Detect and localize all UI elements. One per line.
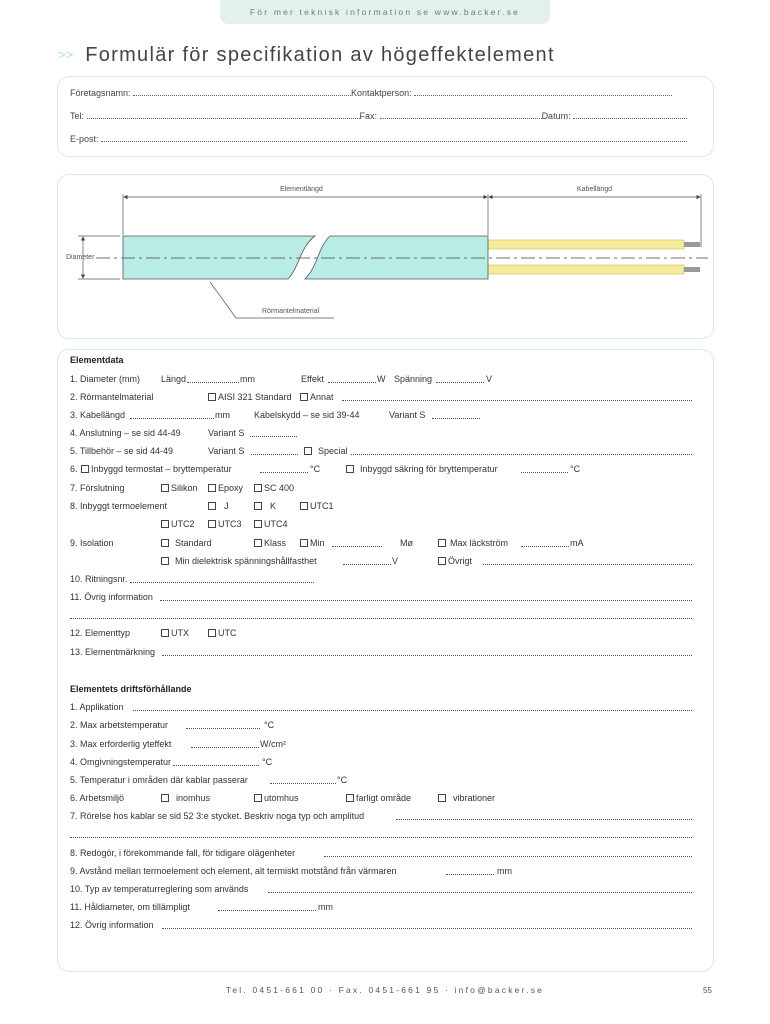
- utc1-option[interactable]: [300, 501, 334, 511]
- hazardous-text: farligt område: [356, 793, 412, 803]
- fuse-checkbox[interactable]: [346, 465, 354, 473]
- type-k-checkbox[interactable]: [254, 502, 262, 510]
- element-tube-right: [305, 236, 488, 279]
- other-material-option[interactable]: [300, 392, 334, 402]
- indoor-checkbox[interactable]: [161, 794, 169, 802]
- cable-movement-field[interactable]: [396, 819, 692, 820]
- utc4-text: UTC4: [264, 519, 288, 529]
- epoxy-text: Epoxy: [218, 483, 244, 493]
- resistance-unit: Mø: [400, 538, 413, 548]
- element-type-label: 12. Elementtyp: [70, 628, 131, 638]
- max-leakage-option[interactable]: [438, 538, 508, 548]
- max-leakage-checkbox[interactable]: [438, 539, 446, 547]
- title-arrows: >>: [58, 47, 74, 62]
- dielectric-field[interactable]: [343, 564, 391, 565]
- drawing-number-label: 10. Ritningsnr.: [70, 574, 128, 584]
- type-k-option[interactable]: [254, 501, 276, 511]
- utc3-checkbox[interactable]: [208, 520, 216, 528]
- aisi-checkbox[interactable]: [208, 393, 216, 401]
- tel-label: Tel:: [70, 111, 85, 121]
- aisi-text: AISI 321 Standard: [218, 392, 292, 402]
- cable-length-field[interactable]: [130, 418, 214, 419]
- element-marking-label: 13. Elementmärkning: [70, 647, 156, 657]
- utc1-text: UTC1: [310, 501, 334, 511]
- min-text: Min: [310, 538, 325, 548]
- utc4-checkbox[interactable]: [254, 520, 262, 528]
- connection-variant-label: Variant S: [208, 428, 245, 438]
- utc2-text: UTC2: [171, 519, 195, 529]
- drift-other-info-field[interactable]: [162, 928, 692, 929]
- cable-length-unit: mm: [215, 410, 230, 420]
- class-option[interactable]: [254, 538, 286, 548]
- fuse-text: Inbyggd säkring för bryttemperatur: [360, 464, 498, 474]
- vibration-text: vibrationer: [453, 793, 496, 803]
- effect-label: Effekt: [301, 374, 324, 384]
- sc400-option[interactable]: [254, 483, 294, 493]
- previous-issues-label: 8. Redogör, i förekommande fall, för tidigare olägenheter: [70, 848, 296, 858]
- footer-contact: Tel. 0451-661 00 · Fax. 0451-661 95 · info@backer.se: [225, 985, 545, 995]
- other-material-checkbox[interactable]: [300, 393, 308, 401]
- element-tube-left: [123, 236, 315, 279]
- cable-area-temp-field[interactable]: [270, 783, 336, 784]
- min-resistance-field[interactable]: [332, 546, 382, 547]
- fax-label: Fax:: [359, 111, 378, 121]
- epoxy-checkbox[interactable]: [208, 484, 216, 492]
- sc400-text: SC 400: [264, 483, 295, 493]
- company-label: Företagsnamn:: [70, 88, 131, 98]
- sc400-checkbox[interactable]: [254, 484, 262, 492]
- outdoor-checkbox[interactable]: [254, 794, 262, 802]
- other-material-text: Annat: [310, 392, 334, 402]
- utx-option[interactable]: [161, 628, 189, 638]
- type-j-text: J: [224, 501, 229, 511]
- utc-text: UTC: [218, 628, 237, 638]
- previous-issues-field[interactable]: [324, 856, 692, 857]
- temp-control-label: 10. Typ av temperaturreglering som används: [70, 884, 249, 894]
- accessory-variant-label: Variant S: [208, 446, 245, 456]
- other-info-field-2[interactable]: [70, 618, 692, 619]
- drift-heading: Elementets driftsförhållande: [70, 684, 192, 694]
- silicone-text: Silikon: [171, 483, 198, 493]
- connection-variant-field[interactable]: [250, 436, 297, 437]
- thermostat-checkbox[interactable]: [81, 465, 89, 473]
- other-info-label: 11. Övrig information: [70, 592, 153, 602]
- distance-label: 9. Avstånd mellan termoelement och element, alt termiskt motstånd från värmaren: [70, 866, 397, 876]
- other-isolation-option[interactable]: [438, 556, 472, 566]
- accessory-variant-field[interactable]: [251, 454, 298, 455]
- voltage-unit: V: [486, 374, 493, 384]
- cable-protection-label: Kabelskydd – se sid 39-44: [254, 410, 360, 420]
- voltage-field[interactable]: [436, 382, 484, 383]
- page-number: 55: [703, 986, 712, 995]
- epoxy-option[interactable]: [208, 483, 243, 493]
- utc1-checkbox[interactable]: [300, 502, 308, 510]
- hole-diameter-label: 11. Håldiameter, om tillämpligt: [70, 902, 190, 912]
- ambient-temp-label: 4. Omgivningstemperatur: [70, 757, 172, 767]
- hazardous-option[interactable]: [346, 793, 411, 803]
- fuse-option[interactable]: [346, 464, 498, 474]
- vibration-checkbox[interactable]: [438, 794, 446, 802]
- thermocouple-label: 8. Inbyggt termoelement: [70, 501, 168, 511]
- cable-area-temp-label: 5. Temperatur i områden där kablar passerar: [70, 775, 248, 785]
- element-diagram: [0, 0, 770, 340]
- cable-variant-field[interactable]: [432, 418, 480, 419]
- utc4-option[interactable]: [254, 519, 288, 529]
- type-j-option[interactable]: [208, 501, 229, 511]
- max-leakage-field[interactable]: [521, 546, 569, 547]
- distance-unit: mm: [497, 866, 512, 876]
- effect-field[interactable]: [328, 382, 376, 383]
- indoor-text: inomhus: [176, 793, 211, 803]
- dielectric-text: Min dielektrisk spänningshållfasthet: [175, 556, 317, 566]
- sealing-label: 7. Förslutning: [70, 483, 125, 493]
- sheath-label: 2. Rörmantelmaterial: [70, 392, 154, 402]
- environment-label: 6. Arbetsmiljö: [70, 793, 125, 803]
- standard-checkbox[interactable]: [161, 539, 169, 547]
- thermostat-unit: °C: [310, 464, 321, 474]
- length-field[interactable]: [187, 382, 239, 383]
- max-leakage-text: Max läckström: [450, 538, 509, 548]
- utx-text: UTX: [171, 628, 189, 638]
- max-work-temp-field[interactable]: [186, 728, 260, 729]
- aisi-option[interactable]: [208, 392, 292, 402]
- element-length-label: Elementlängd: [280, 186, 323, 193]
- dielectric-checkbox[interactable]: [161, 557, 169, 565]
- cable-variant-label: Variant S: [389, 410, 426, 420]
- special-checkbox[interactable]: [304, 447, 312, 455]
- hole-diameter-unit: mm: [318, 902, 333, 912]
- other-isolation-field[interactable]: [483, 564, 692, 565]
- drawing-number-field[interactable]: [130, 582, 314, 583]
- connection-label: 4. Anslutning – se sid 44-49: [70, 428, 181, 438]
- max-work-temp-label: 2. Max arbetstemperatur: [70, 720, 169, 730]
- hazardous-checkbox[interactable]: [346, 794, 354, 802]
- dielectric-option[interactable]: [161, 556, 317, 566]
- fuse-temp-field[interactable]: [521, 472, 568, 473]
- fuse-unit: °C: [570, 464, 581, 474]
- type-k-text: K: [270, 501, 277, 511]
- indoor-option[interactable]: [161, 793, 210, 803]
- hole-diameter-field[interactable]: [218, 910, 316, 911]
- utc-option[interactable]: [208, 628, 237, 638]
- min-option[interactable]: [300, 538, 325, 548]
- cable-movement-field-2[interactable]: [70, 837, 692, 838]
- special-text: Special: [318, 446, 348, 456]
- length-label: Längd: [161, 374, 187, 384]
- leakage-unit: mA: [570, 538, 584, 548]
- contact-person-label: Kontaktperson:: [351, 88, 412, 98]
- utc-checkbox[interactable]: [208, 629, 216, 637]
- silicone-option[interactable]: [161, 483, 198, 493]
- elementdata-heading: Elementdata: [70, 355, 124, 365]
- utc2-checkbox[interactable]: [161, 520, 169, 528]
- cable-length-label: Kabellängd: [577, 186, 613, 193]
- element-marking-field[interactable]: [162, 655, 692, 656]
- utx-checkbox[interactable]: [161, 629, 169, 637]
- date-label: Datum:: [541, 111, 571, 121]
- surface-load-label: 3. Max erforderlig yteffekt: [70, 739, 172, 749]
- title-text: Formulär för specifikation av högeffektelement: [85, 44, 555, 66]
- wire-end-bottom: [684, 267, 700, 272]
- outdoor-text: utomhus: [264, 793, 299, 803]
- max-work-temp-unit: °C: [264, 720, 275, 730]
- outdoor-option[interactable]: [254, 793, 299, 803]
- application-label: 1. Applikation: [70, 702, 124, 712]
- standard-text: Standard: [175, 538, 212, 548]
- utc2-option[interactable]: [161, 519, 195, 529]
- utc3-text: UTC3: [218, 519, 242, 529]
- sheath-material-label: Rörmantelmaterial: [262, 308, 320, 315]
- cable-top: [488, 240, 684, 249]
- cable-bottom: [488, 265, 684, 274]
- thermostat-number: 6.: [70, 464, 78, 474]
- form-box: [57, 349, 714, 972]
- cable-length-label: 3. Kabellängd: [70, 410, 126, 420]
- accessory-label: 5. Tillbehör – se sid 44-49: [70, 446, 174, 456]
- other-material-field[interactable]: [342, 400, 692, 401]
- vibration-option[interactable]: [438, 793, 495, 803]
- special-field[interactable]: [351, 454, 692, 455]
- application-field[interactable]: [133, 710, 692, 711]
- special-option[interactable]: [304, 446, 348, 456]
- dielectric-unit: V: [392, 556, 399, 566]
- length-unit: mm: [240, 374, 255, 384]
- surface-load-unit: W/cm²: [260, 739, 286, 749]
- thermostat-temp-field[interactable]: [260, 472, 308, 473]
- email-label: E-post:: [70, 134, 99, 144]
- other-isolation-checkbox[interactable]: [438, 557, 446, 565]
- other-isolation-text: Övrigt: [448, 556, 473, 566]
- ambient-temp-field[interactable]: [173, 765, 259, 766]
- drift-other-info-label: 12. Övrig information: [70, 920, 154, 930]
- standard-option[interactable]: [161, 538, 212, 548]
- temp-control-field[interactable]: [268, 892, 692, 893]
- class-text: Klass: [264, 538, 287, 548]
- voltage-label: Spänning: [394, 374, 433, 384]
- isolation-label: 9. Isolation: [70, 538, 114, 548]
- cable-movement-label: 7. Rörelse hos kablar se sid 52 3:e stycket. Beskriv noga typ och amplitud: [70, 811, 365, 821]
- utc3-option[interactable]: [208, 519, 242, 529]
- cable-area-temp-unit: °C: [337, 775, 348, 785]
- other-info-field[interactable]: [160, 600, 692, 601]
- wire-end-top: [684, 242, 700, 247]
- surface-load-field[interactable]: [191, 747, 259, 748]
- type-j-checkbox[interactable]: [208, 502, 216, 510]
- diameter-label: 1. Diameter (mm): [70, 374, 141, 384]
- diameter-label: Diameter: [66, 254, 95, 261]
- thermostat-text: Inbyggd termostat – bryttemperatur: [91, 464, 232, 474]
- effect-unit: W: [377, 374, 386, 384]
- silicone-checkbox[interactable]: [161, 484, 169, 492]
- min-checkbox[interactable]: [300, 539, 308, 547]
- header-info-text: För mer teknisk information se www.backer.se: [249, 7, 521, 17]
- ambient-temp-unit: °C: [262, 757, 273, 767]
- thermostat-option[interactable]: [81, 464, 232, 474]
- distance-field[interactable]: [446, 874, 494, 875]
- class-checkbox[interactable]: [254, 539, 262, 547]
